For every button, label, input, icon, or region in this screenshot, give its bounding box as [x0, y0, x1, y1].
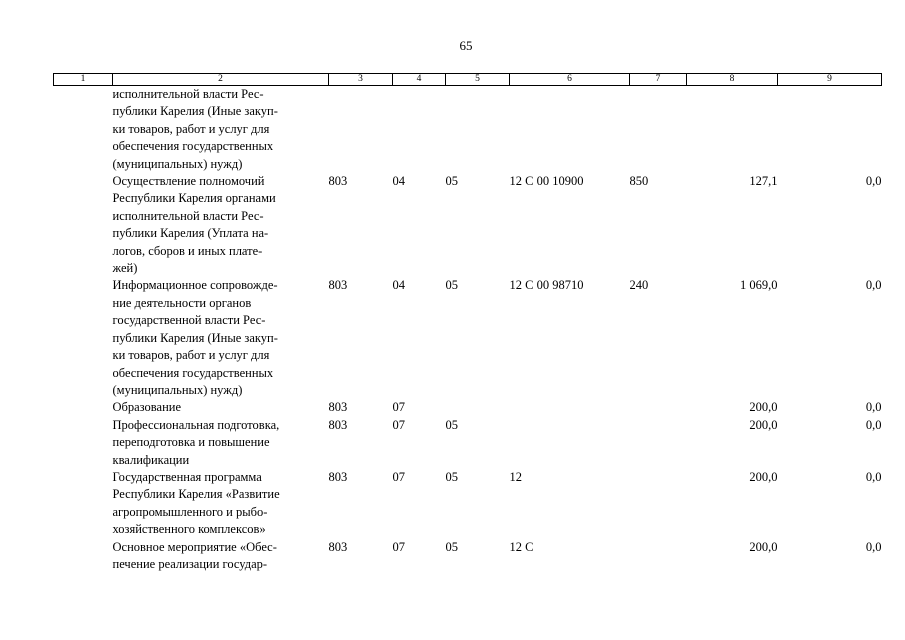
name-line: обеспечения государственных [112, 139, 274, 154]
cell-section [393, 86, 446, 174]
cell-subsection: 05 [445, 278, 458, 293]
cell-target-article: 12 С 00 98710 [509, 278, 584, 293]
cell-ved: 803 [328, 278, 348, 293]
cell-expense-type: 240 [629, 278, 649, 293]
table-row [54, 86, 882, 174]
name-line: исполнительной власти Рес- [112, 87, 264, 101]
cell-section: 07 [392, 417, 405, 432]
cell-ved: 803 [328, 174, 348, 189]
name-line: квалификации [112, 452, 190, 467]
table-row [54, 173, 882, 277]
name-line: логов, сборов и иных плате- [112, 243, 263, 258]
cell-amount: 200,0 [749, 400, 778, 415]
table-row [54, 539, 882, 574]
cell-name [113, 173, 329, 277]
cell-name [113, 399, 329, 416]
column-header: 1 [54, 74, 113, 86]
cell-ved: 803 [328, 400, 348, 415]
name-line: государственной власти Рес- [112, 313, 266, 328]
column-header: 9 [778, 74, 882, 86]
cell-section: 07 [392, 400, 405, 415]
column-header: 5 [446, 74, 510, 86]
page-number: 65 [459, 38, 473, 53]
cell-subsection: 05 [445, 417, 458, 432]
cell-subsection [446, 86, 510, 174]
name-line: обеспечения государственных [112, 365, 274, 380]
cell-amount-2: 0,0 [865, 278, 882, 293]
cell-col1 [54, 417, 113, 469]
cell-expense-type [630, 417, 687, 469]
cell-target-article [510, 417, 630, 469]
name-line: Информационное сопровожде- [112, 278, 278, 293]
name-line: Основное мероприятие «Обес- [112, 539, 277, 554]
name-line: Республики Карелия «Развитие [112, 487, 280, 502]
table-row [54, 399, 882, 416]
cell-name [113, 86, 329, 174]
name-line: ки товаров, работ и услуг для [112, 348, 270, 363]
name-line: Осуществление полномочий [112, 174, 265, 189]
cell-subsection [446, 399, 510, 416]
cell-amount: 200,0 [749, 469, 778, 484]
budget-table [53, 73, 882, 573]
cell-subsection: 05 [445, 174, 458, 189]
cell-name [113, 417, 329, 469]
cell-target-article: 12 [509, 469, 522, 484]
cell-target-article [510, 399, 630, 416]
column-header: 7 [630, 74, 687, 86]
name-line: хозяйственного комплексов» [112, 522, 266, 537]
name-line: переподготовка и повышение [112, 435, 270, 450]
column-number-header [54, 74, 882, 86]
cell-ved: 803 [328, 469, 348, 484]
cell-expense-type: 850 [629, 174, 649, 189]
cell-amount-2: 0,0 [865, 400, 882, 415]
cell-amount: 127,1 [749, 174, 778, 189]
name-line: Образование [112, 400, 182, 415]
cell-col1 [54, 539, 113, 574]
table-row [54, 277, 882, 399]
name-line: публики Карелия (Уплата на- [112, 226, 269, 241]
cell-amount: 200,0 [749, 417, 778, 432]
cell-col1 [54, 277, 113, 399]
cell-expense-type [630, 539, 687, 574]
cell-col1 [54, 469, 113, 539]
name-line: (муниципальных) нужд) [112, 156, 243, 171]
name-line: Республики Карелия органами [112, 191, 276, 206]
cell-col1 [54, 86, 113, 174]
cell-expense-type [630, 86, 687, 174]
name-line: жей) [112, 261, 138, 276]
name-line: публики Карелия (Иные закуп- [112, 330, 278, 345]
cell-amount-2: 0,0 [865, 417, 882, 432]
cell-amount-2: 0,0 [865, 174, 882, 189]
cell-amount-2: 0,0 [865, 539, 882, 554]
cell-ved [329, 86, 393, 174]
cell-name [113, 539, 329, 574]
table-row [54, 469, 882, 539]
cell-subsection: 05 [445, 469, 458, 484]
cell-ved: 803 [328, 417, 348, 432]
column-header: 8 [687, 74, 778, 86]
cell-name [113, 277, 329, 399]
cell-ved: 803 [328, 539, 348, 554]
cell-amount: 1 069,0 [740, 278, 778, 293]
cell-amount-2: 0,0 [865, 469, 882, 484]
column-header: 3 [329, 74, 393, 86]
name-line: Профессиональная подготовка, [112, 417, 280, 432]
cell-subsection: 05 [445, 539, 458, 554]
cell-col1 [54, 173, 113, 277]
table-row [54, 417, 882, 469]
cell-section: 04 [392, 174, 405, 189]
cell-amount [687, 86, 778, 174]
cell-section: 04 [392, 278, 405, 293]
column-header: 4 [393, 74, 446, 86]
cell-amount: 200,0 [749, 539, 778, 554]
cell-target-article: 12 С [509, 539, 534, 554]
cell-target-article: 12 С 00 10900 [509, 174, 584, 189]
cell-name [113, 469, 329, 539]
name-line: печение реализации государ- [112, 556, 268, 571]
cell-section: 07 [392, 539, 405, 554]
name-line: ки товаров, работ и услуг для [112, 121, 270, 136]
name-line: агропромышленного и рыбо- [112, 504, 268, 519]
name-line: публики Карелия (Иные закуп- [112, 104, 278, 119]
cell-expense-type [630, 469, 687, 539]
cell-target-article [510, 86, 630, 174]
cell-expense-type [630, 399, 687, 416]
name-line: Государственная программа [112, 469, 262, 484]
column-header: 6 [510, 74, 630, 86]
table-body [54, 86, 882, 574]
name-line: ние деятельности органов [112, 295, 252, 310]
cell-col1 [54, 399, 113, 416]
cell-section: 07 [392, 469, 405, 484]
name-line: (муниципальных) нужд) [112, 382, 243, 397]
name-line: исполнительной власти Рес- [112, 208, 264, 223]
cell-amount-2 [778, 86, 882, 174]
column-header: 2 [113, 74, 329, 86]
